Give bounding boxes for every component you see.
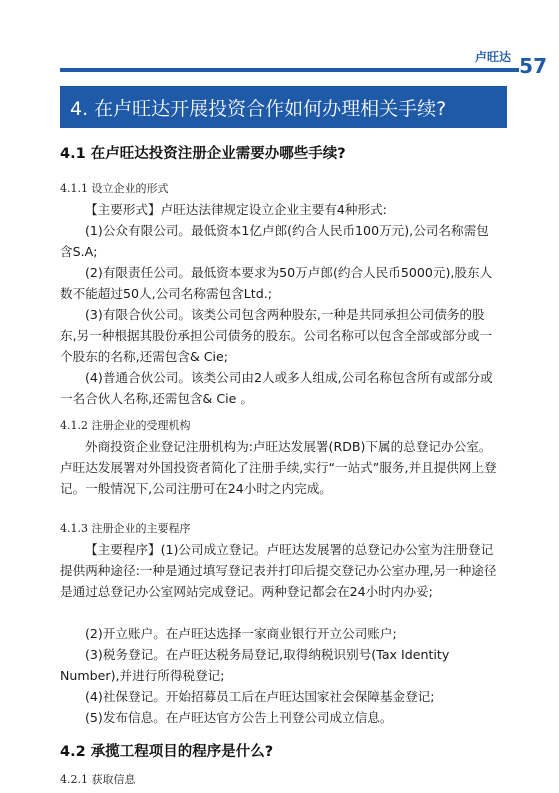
paragraph: (5)发布信息。在卢旺达官方公告上刊登公司成立信息。	[85, 710, 393, 725]
paragraph: 【主要程序】(1)公司成立登记。卢旺达发展署的总登记办公室为注册登记提供两种途径:一种是通过填写登记表并打印后提交登记办公室办理,另一种途径是通过总登记办公室网站完成登记。两种登记都会在24小时内办妥;	[60, 542, 497, 599]
paragraph: (3)有限合伙公司。该类公司包含两种股东,一种是共同承担公司债务的股东,另一种根据其股份承担公司债务的股东。公司名称可以包含全部或部分或一个股东的名称,还需包含& Cie;	[60, 307, 493, 364]
page-number: 57	[519, 54, 547, 78]
chapter-title: 4. 在卢旺达开展投资合作如何办理相关手续?	[70, 97, 447, 120]
paragraph: (2)有限责任公司。最低资本要求为50万卢郎(约合人民币5000元),股东人数不能超过50人,公司名称需包含Ltd.;	[60, 265, 493, 301]
paragraph: 外商投资企业登记注册机构为:卢旺达发展署(RDB)下属的总登记办公室。卢旺达发展署对外国投资者简化了注册手续,实行“一站式”服务,并且提供网上登记。一般情况下,公司注册可在24小时之内完成。	[60, 439, 497, 496]
paragraph: (4)普通合伙公司。该类公司由2人或多人组成,公司名称包含所有或部分或一名合伙人名称,还需包含& Cie 。	[60, 370, 493, 406]
paragraph: (1)公众有限公司。最低资本1亿卢郎(约合人民币100万元),公司名称需包含S.A;	[60, 223, 489, 259]
header-rule	[60, 68, 519, 72]
section-4-1-2-title: 4.1.2 注册企业的受理机构	[60, 419, 191, 432]
section-4-2-title: 4.2 承揽工程项目的程序是什么?	[60, 744, 274, 760]
chapter-title-band	[60, 86, 507, 128]
paragraph: 【主要形式】卢旺达法律规定设立企业主要有4种形式:	[85, 202, 387, 217]
section-4-1-title: 4.1 在卢旺达投资注册企业需要办哪些手续?	[60, 146, 346, 162]
section-4-1-3-title: 4.1.3 注册企业的主要程序	[60, 522, 191, 535]
paragraph: (3)税务登记。在卢旺达税务局登记,取得纳税识别号(Tax Identity Number),并进行所得税登记;	[60, 647, 450, 683]
paragraph: (2)开立账户。在卢旺达选择一家商业银行开立公司账户;	[85, 626, 397, 641]
section-4-1-1-title: 4.1.1 设立企业的形式	[60, 182, 169, 195]
section-4-2-1-title: 4.2.1 获取信息	[60, 773, 136, 786]
running-head-title: 卢旺达	[474, 50, 511, 64]
paragraph: (4)社保登记。开始招募员工后在卢旺达国家社会保障基金登记;	[85, 689, 435, 704]
